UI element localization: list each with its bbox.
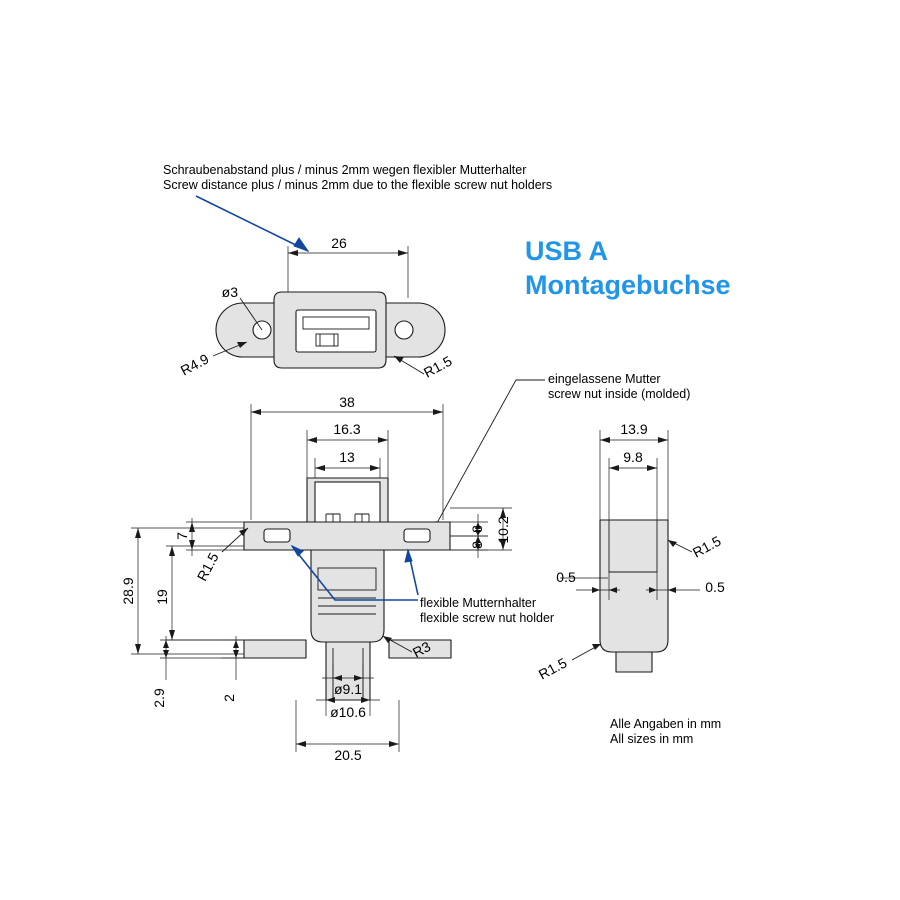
dim-side-r15-top [668,533,724,561]
dim-label-289: 28.9 [120,577,136,605]
note-nut-inside-en: screw nut inside (molded) [548,387,691,401]
dim-front-8-upper [450,514,488,544]
note-flexible-holder-de: flexible Mutternhalter [420,596,537,610]
dim-label-dia3: ø3 [221,284,238,300]
dim-label-r3: R3 [409,638,434,661]
dim-label-dia91: ø9.1 [333,681,363,697]
dim-side-98 [609,449,657,520]
note-units-de: Alle Angaben in mm [610,717,722,731]
front-view-nut-left [264,529,290,542]
note-units-en: All sizes in mm [610,732,694,746]
dim-label-7: 7 [174,532,190,540]
dim-label-05-right: 0.5 [705,579,725,595]
front-view-group [120,394,512,763]
dim-front-19 [154,546,244,640]
dim-side-139 [600,421,668,524]
top-view-screw-hole-right [395,321,413,339]
dim-label-top-r15: R1.5 [420,352,455,381]
front-view-housing [311,550,384,642]
dim-label-26: 26 [331,235,347,251]
dim-label-side-r15-top: R1.5 [689,532,724,561]
dim-label-2: 2 [221,694,237,702]
dim-front-289 [120,528,244,654]
front-view-tab-left [244,640,306,658]
dim-label-205: 20.5 [334,747,362,763]
title-line-2: Montagebuchse [525,270,731,300]
note-nut-inside-de: eingelassene Mutter [548,372,661,386]
side-view-group [536,421,725,683]
dim-front-7 [174,518,244,556]
side-view-body [600,520,668,652]
dim-front-8-lower [450,530,488,558]
note-screw-distance-en: Screw distance plus / minus 2mm due to the flexible screw nut holders [163,178,553,192]
leader-nut-inside [432,380,545,532]
note-flexible-holder-en: flexible screw nut holder [420,611,555,625]
dim-label-r49: R4.9 [177,350,212,379]
front-view-nut-right [404,529,430,542]
top-view-group [178,235,455,381]
dim-label-05-left: 0.5 [556,569,576,585]
dim-front-r15-left [194,528,248,584]
dim-label-13: 13 [339,449,355,465]
leader-screw-distance [196,196,308,251]
dim-label-98: 9.8 [623,449,643,465]
dim-label-29: 2.9 [151,688,167,708]
dim-label-side-r15-bottom: R1.5 [535,654,570,683]
dim-top-26 [288,235,408,298]
side-view-boss [616,652,652,672]
dim-label-8a: 8 [469,525,485,533]
dim-side-r15-bottom [536,644,601,683]
dim-label-139: 13.9 [620,421,648,437]
dim-front-2 [221,636,244,702]
dim-label-102: 10.2 [495,516,511,544]
dim-label-163: 16.3 [333,421,361,437]
dim-label-38: 38 [339,394,355,410]
title-line-1: USB A [525,236,609,266]
dim-label-8b: 8 [469,541,485,549]
dim-label-front-r15: R1.5 [193,549,222,584]
dim-label-19: 19 [154,589,170,605]
note-screw-distance-de: Schraubenabstand plus / minus 2mm wegen flexibler Mutterhalter [163,163,527,177]
dim-label-dia106: ø10.6 [330,704,366,720]
